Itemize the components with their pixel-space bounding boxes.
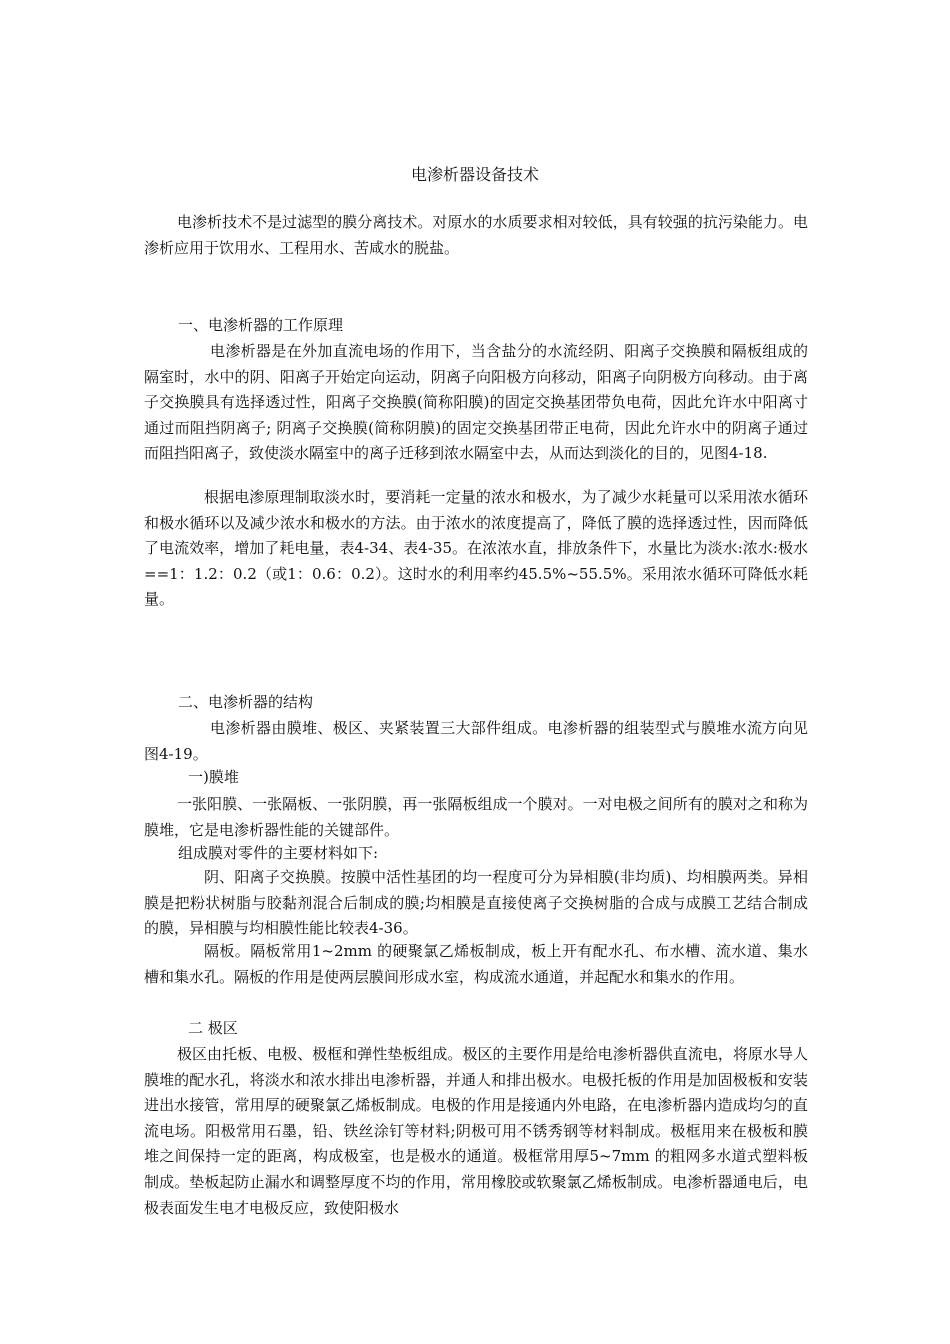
section1-heading: 一、电渗析器的工作原理 [178,316,344,334]
membrane-stack-paragraph: 一张阳膜、一张隔板、一张阴膜，再一张隔板组成一个膜对。一对电极之间所有的膜对之和称为膜堆，它是电渗析器性能的关键部件。 [144,795,808,839]
electrode-zone-paragraph: 极区由托板、电极、极框和弹性垫板组成。极区的主要作用是给电渗析器供直流电，将原水导人膜堆的配水孔，将淡水和浓水排出电渗析器，并通人和排出极水。电极托板的作用是加固极板和安装进出水接管，常用厚的硬聚氯乙烯板制成。电极的作用是接通内外电路，在电渗析器内造成均匀的直流电场。阳极常用石墨，铅、铁丝涂钉等材料;阴极可用不锈秀钢等材料制成。极框用来在极板和膜堆之间保持一定的距离，构成极室，也是极水的通道。极框常用厚5~7mm 的粗网多水道式塑料板制成。垫板起防止漏水和调整厚度不均的作用，常用橡胶或软聚氯乙烯板制成。电渗析器通电后，电极表面发生电才电极反应，致使阳极水 [144,1045,808,1217]
section1-paragraph-1: 电渗析器是在外加直流电场的作用下，当含盐分的水流经阴、阳离子交换膜和隔板组成的隔室时，水中的阴、阳离子开始定向运动，阴离子向阳极方向移动，阳离子向阴极方向移动。由于离子交换膜具有选择透过性，阳离子交换膜(简称阳膜)的固定交换基团带负电荷，因此允许水中阳离寸通过而阻挡阴离子; 阴离子交换膜(简称阴膜)的固定交换基团带正电荷，因此允许水中的阴离子通过而阻挡阳离子，致使淡水隔室中的离子迁移到浓水隔室中去，从而达到淡化的目的，见图4-18. [144,342,808,463]
section2-paragraph-1: 电渗析器由膜堆、极区、夹紧装置三大部件组成。电渗析器的组装型式与膜堆水流方向见图4-19。 [144,719,808,763]
section2-heading: 二、电渗析器的结构 [178,693,314,711]
membrane-stack-heading: 一)膜堆 [188,768,239,786]
intro-paragraph: 电渗析技术不是过滤型的膜分离技术。对原水的水质要求相对较低，具有较强的抗污染能力。电渗析应用于饮用水、工程用水、苦咸水的脱盐。 [144,213,808,257]
electrode-zone-heading: 二 极区 [188,1019,238,1037]
ion-exchange-membrane-paragraph: 阴、阳离子交换膜。按膜中活性基团的均一程度可分为异相膜(非均质)、均相膜两类。异相膜是把粉状树脂与胶黏剂混合后制成的膜;均相膜是直接使离子交换树脂的合成与成膜工艺结合制成的膜，异相膜与均相膜性能比较表4-36。 [144,868,808,938]
materials-intro: 组成膜对零件的主要材料如下: [178,844,379,862]
document-title: 电渗析器设备技术 [410,165,539,184]
separator-plate-paragraph: 隔板。隔板常用1~2mm 的硬聚氯乙烯板制成，板上开有配水孔、布水槽、流水道、集水槽和集水孔。隔板的作用是使两层膜间形成水室，构成流水通道，并起配水和集水的作用。 [144,942,808,986]
section1-paragraph-2: 根据电渗原理制取淡水时，要消耗一定量的浓水和极水，为了减少水耗量可以采用浓水循环和极水循环以及减少浓水和极水的方法。由于浓水的浓度提高了，降低了膜的选择透过性，因而降低了电流效率，增加了耗电量，表4-34、表4-35。在浓浓水直，排放条件下，水量比为淡水:浓水:极水==1：1.2：0.2（或1：0.6：0.2）。这时水的利用率约45.5%~55.5%。采用浓水循环可降低水耗量。 [144,488,808,609]
